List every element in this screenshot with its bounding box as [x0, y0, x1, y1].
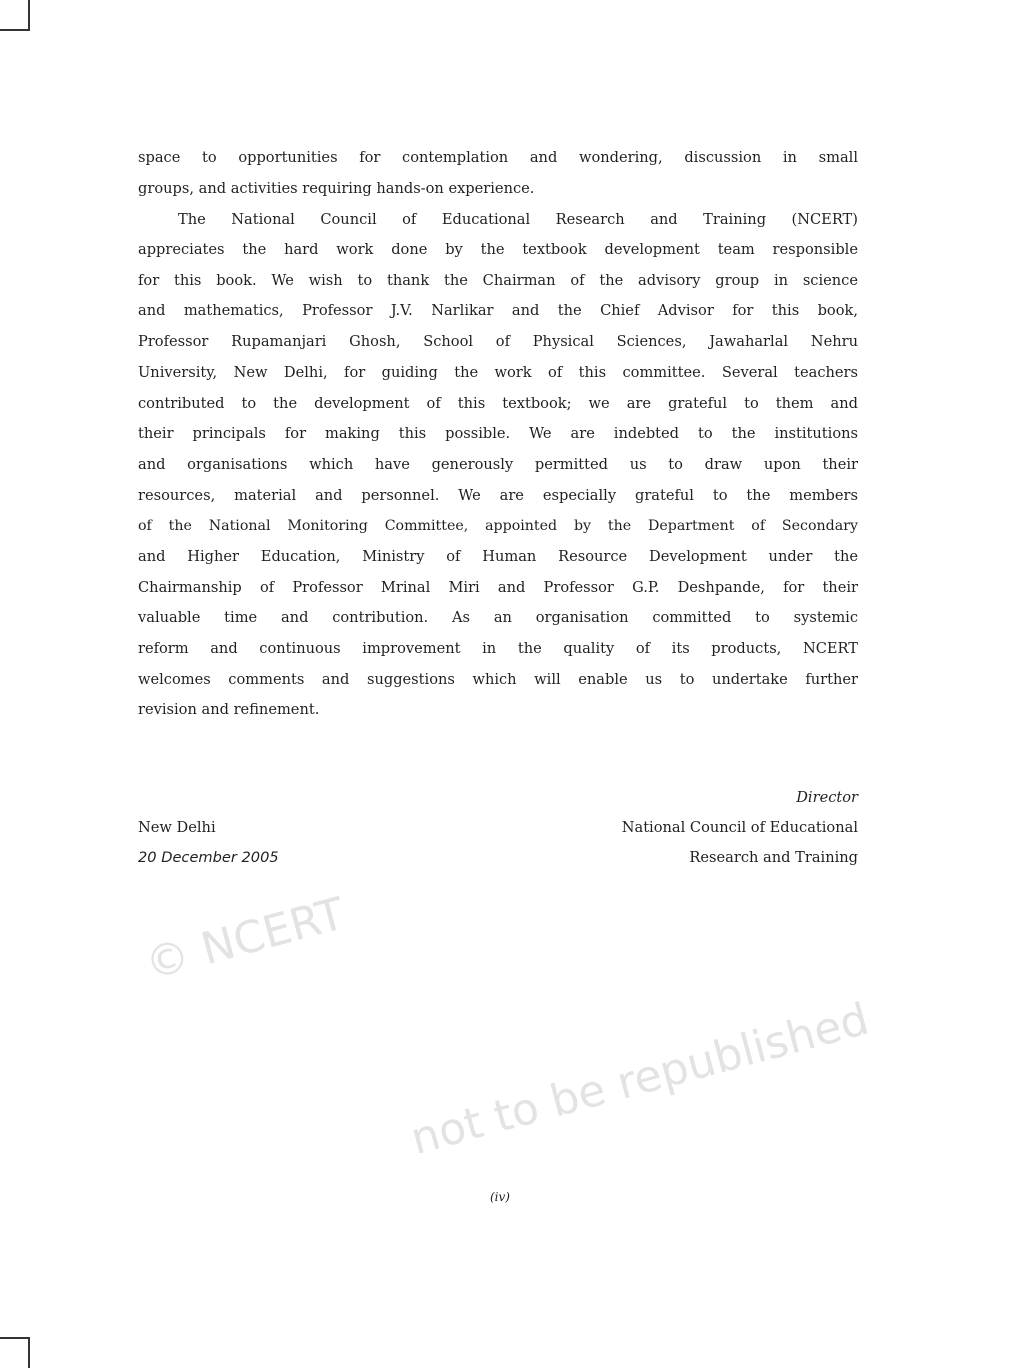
body-line: and mathematics, Professor J.V. Narlikar and the Chief Advisor for this book, — [138, 302, 858, 319]
body-line: Professor Rupamanjari Ghosh, School of Physical Sciences, Jawaharlal Nehru — [138, 333, 858, 350]
signature-org-line1: National Council of Educational — [621, 819, 858, 836]
watermark-copyright: © NCERT — [139, 888, 350, 991]
body-line: space to opportunities for contemplation and wondering, discussion in small — [138, 149, 858, 166]
body-line: reform and continuous improvement in the quality of its products, NCERT — [138, 640, 858, 657]
crop-mark-top-horizontal — [0, 29, 30, 31]
body-line: valuable time and contribution. As an organisation committed to systemic — [138, 609, 858, 626]
body-line: and organisations which have generously permitted us to draw upon their — [138, 456, 858, 473]
signature-title: Director — [796, 789, 858, 806]
body-line: of the National Monitoring Committee, appointed by the Department of Secondary — [138, 518, 858, 534]
body-line: revision and refinement. — [138, 701, 320, 718]
watermark-not-republished: not to be republished — [405, 993, 875, 1165]
body-line: their principals for making this possible. We are indebted to the institutions — [138, 425, 858, 442]
body-line: groups, and activities requiring hands-on experience. — [138, 180, 535, 197]
crop-mark-bottom-horizontal — [0, 1337, 30, 1339]
page-number: (iv) — [490, 1190, 510, 1204]
crop-mark-top-vertical — [28, 0, 30, 31]
body-line: Chairmanship of Professor Mrinal Miri and Professor G.P. Deshpande, for their — [138, 579, 858, 596]
body-line: The National Council of Educational Research and Training (NCERT) — [178, 211, 858, 228]
body-line: contributed to the development of this textbook; we are grateful to them and — [138, 395, 858, 412]
signature-org-line2: Research and Training — [689, 849, 858, 866]
body-line: welcomes comments and suggestions which will enable us to undertake further — [138, 671, 858, 688]
crop-mark-bottom-vertical — [28, 1337, 30, 1368]
body-line: for this book. We wish to thank the Chairman of the advisory group in science — [138, 272, 858, 289]
body-line: and Higher Education, Ministry of Human Resource Development under the — [138, 548, 858, 565]
signature-date: 20 December 2005 — [138, 849, 279, 866]
body-line: University, New Delhi, for guiding the work of this committee. Several teachers — [138, 364, 858, 381]
signature-place: New Delhi — [138, 819, 216, 836]
body-line: appreciates the hard work done by the textbook development team responsible — [138, 241, 858, 258]
body-line: resources, material and personnel. We are especially grateful to the members — [138, 487, 858, 504]
